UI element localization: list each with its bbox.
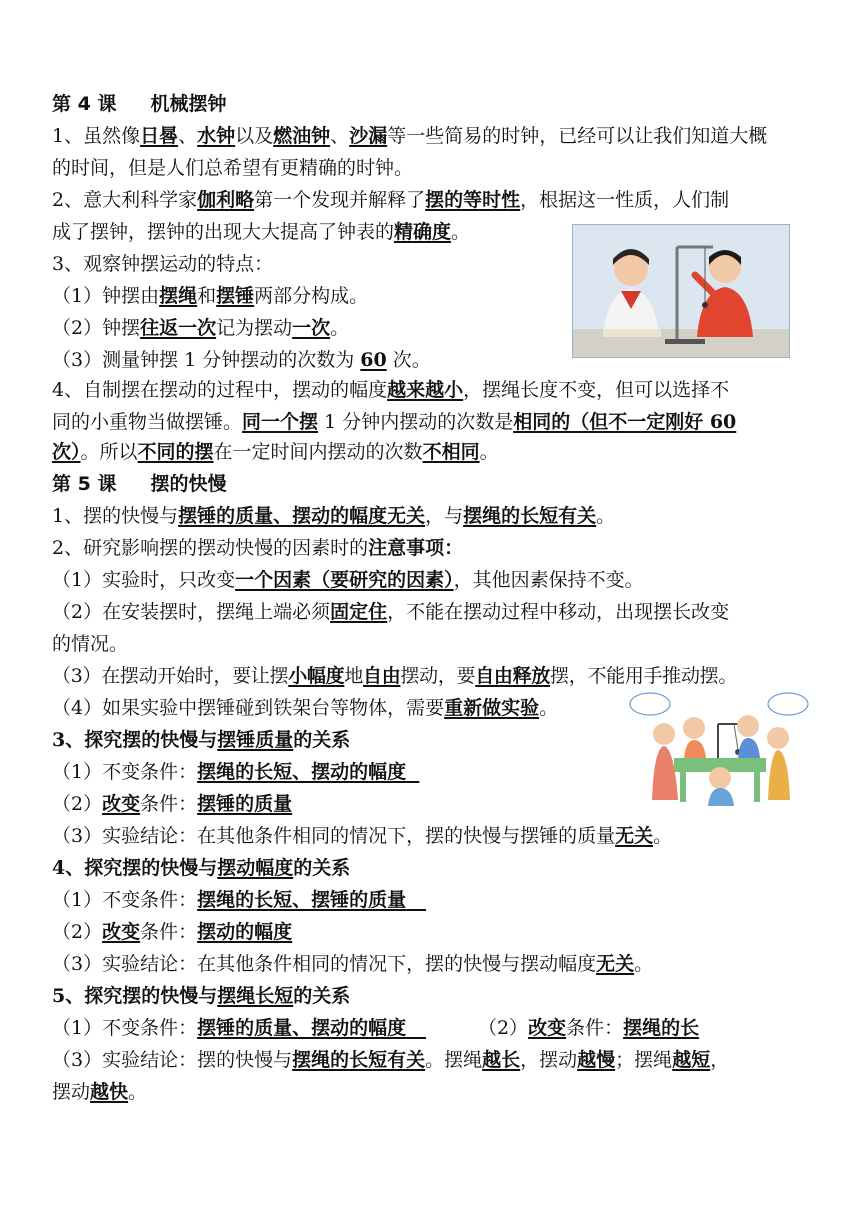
experiment-illustration bbox=[628, 688, 810, 806]
l5-p3: 3、探究摆的快慢与摆锤质量的关系 bbox=[52, 729, 351, 751]
l4-p1-cont: 的时间，但是人们总希望有更精确的时钟。 bbox=[52, 157, 414, 179]
l5-p2-2: （2）在安装摆时，摆绳上端必须固定住，不能在摆动过程中移动，出现摆长改变 bbox=[52, 601, 730, 623]
l5-p2-3: （3）在摆动开始时，要让摆小幅度地自由摆动，要自由释放摆，不能用手推动摆。 bbox=[52, 665, 738, 687]
pendulum-photo bbox=[572, 224, 790, 358]
l5-p5: 5、探究摆的快慢与摆绳长短的关系 bbox=[52, 985, 351, 1007]
l4-p3-3: （3）测量钟摆 1 分钟摆动的次数为 60 次。 bbox=[52, 349, 431, 371]
l4-p4-cont2: 次）。所以不同的摆在一定时间内摆动的次数不相同。 bbox=[52, 441, 499, 463]
l5-p5-1: （1）不变条件：摆锤的质量、摆动的幅度 （2）改变条件：摆绳的长 bbox=[52, 1017, 700, 1039]
lesson4-heading bbox=[52, 88, 812, 120]
l4-p3-1: （1）钟摆由摆绳和摆锤两部分构成。 bbox=[52, 285, 369, 307]
l5-p3-3: （3）实验结论：在其他条件相同的情况下，摆的快慢与摆锤的质量无关。 bbox=[52, 825, 673, 847]
l5-p2-2-cont: 的情况。 bbox=[52, 633, 129, 655]
l5-p4-3: （3）实验结论：在其他条件相同的情况下，摆的快慢与摆动幅度无关。 bbox=[52, 953, 654, 975]
l5-p5-2: （3）实验结论：摆的快慢与摆绳的长短有关。摆绳越长，摆动越慢；摆绳越短， bbox=[52, 1049, 730, 1071]
lesson4-title: 机械摆钟 bbox=[150, 93, 227, 115]
l5-p1: 1、摆的快慢与摆锤的质量、摆动的幅度无关，与摆绳的长短有关。 bbox=[52, 505, 616, 527]
l5-p2-4: （4）如果实验中摆锤碰到铁架台等物体，需要重新做实验。 bbox=[52, 697, 559, 719]
lesson5-heading bbox=[52, 468, 812, 500]
l5-p3-2: （2）改变条件：摆锤的质量 bbox=[52, 793, 293, 815]
children-with-pendulum-photo-icon bbox=[573, 225, 789, 357]
l5-p3-1: （1）不变条件：摆绳的长短、摆动的幅度 bbox=[52, 761, 407, 783]
l4-p1: 1、虽然像日晷、水钟以及燃油钟、沙漏等一些简易的时钟，已经可以让我们知道大概 bbox=[52, 125, 768, 147]
lesson5-number: 第 5 课 bbox=[52, 473, 117, 495]
l4-p3-2: （2）钟摆往返一次记为摆动一次。 bbox=[52, 317, 350, 339]
l5-p5-2-cont: 摆动越快。 bbox=[52, 1081, 148, 1103]
lesson4-number: 第 4 课 bbox=[52, 93, 117, 115]
l4-p2-cont: 成了摆钟，摆钟的出现大大提高了钟表的精确度。 bbox=[52, 221, 471, 243]
l5-p2-1: （1）实验时，只改变一个因素（要研究的因素），其他因素保持不变。 bbox=[52, 569, 644, 591]
l5-p4-2: （2）改变条件：摆动的幅度 bbox=[52, 921, 293, 943]
l5-p4-1: （1）不变条件：摆绳的长短、摆锤的质量 bbox=[52, 889, 407, 911]
l5-p4: 4、探究摆的快慢与摆动幅度的关系 bbox=[52, 857, 351, 879]
l4-p4: 4、自制摆在摆动的过程中，摆动的幅度越来越小，摆绳长度不变，但可以选择不 bbox=[52, 379, 730, 401]
l4-p3: 3、观察钟摆运动的特点： bbox=[52, 253, 274, 275]
l5-p2: 2、研究影响摆的摆动快慢的因素时的注意事项： bbox=[52, 537, 464, 559]
lesson5-title: 摆的快慢 bbox=[150, 473, 227, 495]
children-experiment-cartoon-icon bbox=[628, 688, 810, 806]
l4-p2: 2、意大利科学家伽利略第一个发现并解释了摆的等时性，根据这一性质，人们制 bbox=[52, 189, 730, 211]
l4-p4-cont: 同的小重物当做摆锤。同一个摆 1 分钟内摆动的次数是相同的（但不一定刚好 60 bbox=[52, 411, 737, 433]
